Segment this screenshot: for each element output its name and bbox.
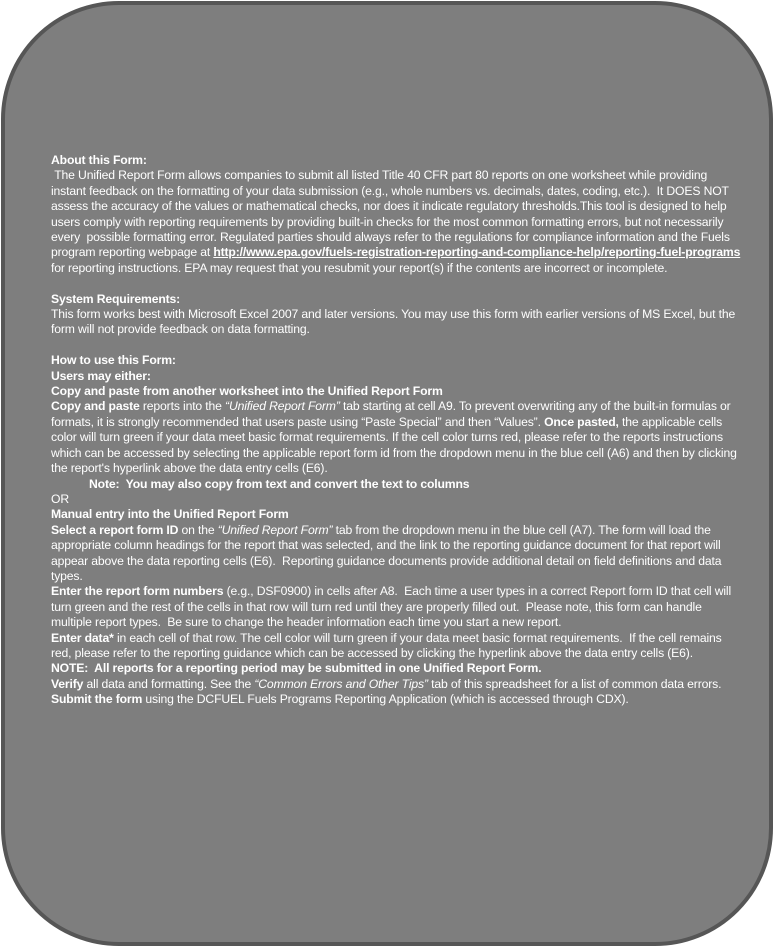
text-run: reports into the [139,399,226,414]
text-run: in each cell of that row. The cell color will turn green if your data meet basic format requirements. If the cell remains red, please refer to the reporting guidance which can be accessed by clicking the hyperlink above the data entry cells (E6). [51,630,725,660]
note-all-reports-line [51,661,741,676]
text-run: Verify [51,676,84,691]
text-run: the applicable cells color will turn green if your data meet basic format requirements. If the cell color turns red, please refer to the reports instructions which can be accessed by selecting the applicable report form id from the dropdown menu in the blue cell (A6) and then by clicking the report's hyperlink above the data entry cells (E6). [51,414,740,476]
select-report-form-id-body [51,523,741,585]
text-run: Enter the report form numbers [51,584,224,599]
text-run: Copy and paste [51,399,140,414]
system-requirements-heading [51,292,741,307]
copy-paste-body [51,399,741,476]
text-run: Submit the form [51,692,143,707]
text-run: using the DCFUEL Fuels Programs Reporting Application (which is accessed through CDX). [142,692,629,707]
spacer [51,338,741,353]
text-run: How to use this Form: [51,353,176,368]
text-run: Once pasted, [544,414,619,429]
text-run: OR [51,491,69,506]
manual-entry-option-heading [51,507,741,522]
system-requirements-body [51,307,741,338]
text-run: About this Form: [51,153,147,167]
about-heading [51,153,741,168]
text-run: “Unified Report Form” [225,399,340,414]
epa-reporting-webpage-link[interactable]: http://www.epa.gov/fuels-registration-reporting-and-compliance-help/reporting-fuel-programs [213,245,741,260]
text-run: Users may either: [51,368,151,383]
text-run: Select a report form ID [51,522,179,537]
how-to-use-heading [51,353,741,368]
text-run: on the [178,522,218,537]
text-run: Note: You may also copy from text and convert the text to columns [89,476,470,491]
enter-data-body [51,631,741,662]
text-run: Copy and paste from another worksheet into the Unified Report Form [51,384,443,399]
text-run: Enter data* [51,630,114,645]
text-run: (e.g., DSF0900) in cells after A8. Each time a user types in a correct Report form ID that cell will turn green and the rest of the cells in that row will turn red until they are properly filled out. Please note, this form can handle multiple report types. Be sure to change the header information each time you start a new report. [51,584,735,630]
text-run: This form works best with Microsoft Excel 2007 and later versions. You may use this form with earlier versions of MS Excel, but the form will not provide feedback on data formatting. [51,307,739,337]
text-run: “Unified Report Form” [217,522,333,537]
text-run: tab of this spreadsheet for a list of common data errors. [427,676,722,691]
users-may-either-line [51,369,741,384]
text-run: tab starting at cell A9. To prevent overwriting any of the built-in formulas or formats, it is strongly recommended that users paste using “Paste Special” and then “Values”. [51,399,734,429]
verify-body [51,677,741,692]
text-run: NOTE: All reports for a reporting period may be submitted in one Unified Report Form. [51,661,542,676]
copy-paste-option-heading [51,384,741,399]
submit-body [51,692,741,707]
note-line [51,477,741,492]
text-run: “Common Errors and Other Tips” [254,676,428,691]
about-body [51,168,744,276]
form-instructions-text [51,153,744,708]
text-run: System Requirements: [51,291,181,306]
text-run: Manual entry into the Unified Report Form [51,507,289,522]
text-run: The Unified Report Form allows companies to submit all listed Title 40 CFR part 80 reports on one worksheet while providing instant feedback on the formatting of your data submission (e.g., whole numbers vs. decimals, dates, coding, etc.). It DOES NOT assess the accuracy of the values or mathematical checks, nor does it indicate regulatory thresholds.This tool is designed to help users comply with reporting requirements by providing built-in checks for the most common formatting errors, but not necessarily every possible formatting error. Regulated parties should always refer to the regulations for compliance information and the Fuels program reporting webpage at [51,168,734,260]
text-run: for reporting instructions. EPA may request that you resubmit your report(s) if the contents are incorrect or incomplete. [51,245,744,275]
enter-report-form-numbers-body [51,584,741,630]
instructions-rounded-rectangle [1,1,773,946]
text-run: tab from the dropdown menu in the blue cell (A7). The form will load the appropriate column headings for the report that was selected, and the link to the reporting guidance document for that report will appear above the data reporting cells (E6). Reporting guidance documents provide additional detail on field definitions and data types. [51,522,725,583]
spacer [51,276,741,291]
or-line [51,492,741,507]
text-run: all data and formatting. See the [83,676,255,691]
